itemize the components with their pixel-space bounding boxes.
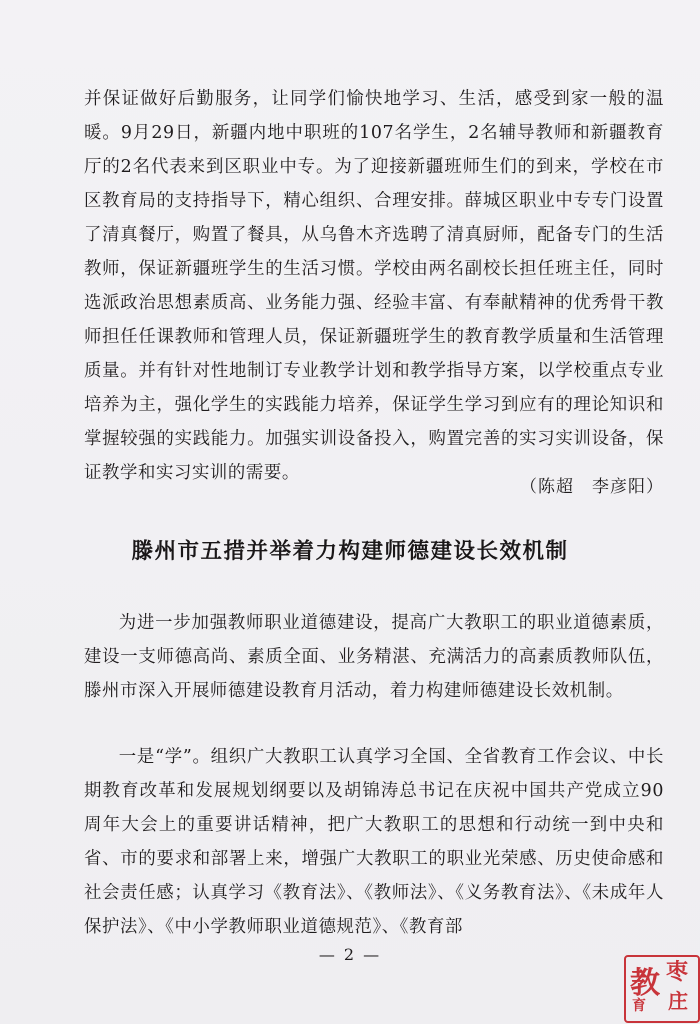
stamp-char: 枣 [666, 959, 689, 985]
intro-paragraph: 为进一步加强教师职业道德建设，提高广大教职工的职业道德素质，建设一支师德高尚、素质全面、业务精湛、充满活力的高素质教师队伍，滕州市深入开展师德建设教育月活动，着力构建师德建设长效机制。 [84, 613, 664, 701]
author-byline: （陈超 李彦阳） [520, 477, 664, 497]
measure-one-paragraph: 一是“学”。组织广大教职工认真学习全国、全省教育工作会议、中长期教育改革和发展规划纲要以及胡锦涛总书记在庆祝中国共产党成立90周年大会上的重要讲话精神，把广大教职工的思想和行动统一到中央和省、市的要求和部署上来，增强广大教职工的职业光荣感、历史使命感和社会责任感；认真学习《教育法》、《教师法》、《义务教育法》、《未成年人保护法》、《中小学教师职业道德规范》、《教育部 [84, 747, 664, 937]
page-number: — 2 — [318, 945, 382, 964]
article-title: 滕州市五措并举着力构建师德建设长效机制 [131, 539, 569, 564]
stamp-char: 教 [630, 966, 660, 1001]
stamp-char: 庄 [668, 989, 688, 1013]
red-seal-stamp [624, 955, 700, 1023]
stamp-char: 育 [632, 998, 646, 1014]
paragraph-continuation: 并保证做好后勤服务，让同学们愉快地学习、生活，感受到家一般的温暖。9月29日，新疆内地中职班的107名学生，2名辅导教师和新疆教育厅的2名代表来到区职业中专。为了迎接新疆班师生们的到来，学校在市区教育局的支持指导下，精心组织、合理安排。薛城区职业中专专门设置了清真餐厅，购置了餐具，从乌鲁木齐选聘了清真厨师，配备专门的生活教师，保证新疆班学生的生活习惯。学校由两名副校长担任班主任，同时选派政治思想素质高、业务能力强、经验丰富、有奉献精神的优秀骨干教师担任任课教师和管理人员，保证新疆班学生的教育教学质量和生活管理质量。并有针对性地制订专业教学计划和教学指导方案，以学校重点专业培养为主，强化学生的实践能力培养，保证学生学习到应有的理论知识和掌握较强的实践能力。加强实训设备投入，购置完善的实习实训设备，保证教学和实习实训的需要。 [84, 89, 664, 483]
